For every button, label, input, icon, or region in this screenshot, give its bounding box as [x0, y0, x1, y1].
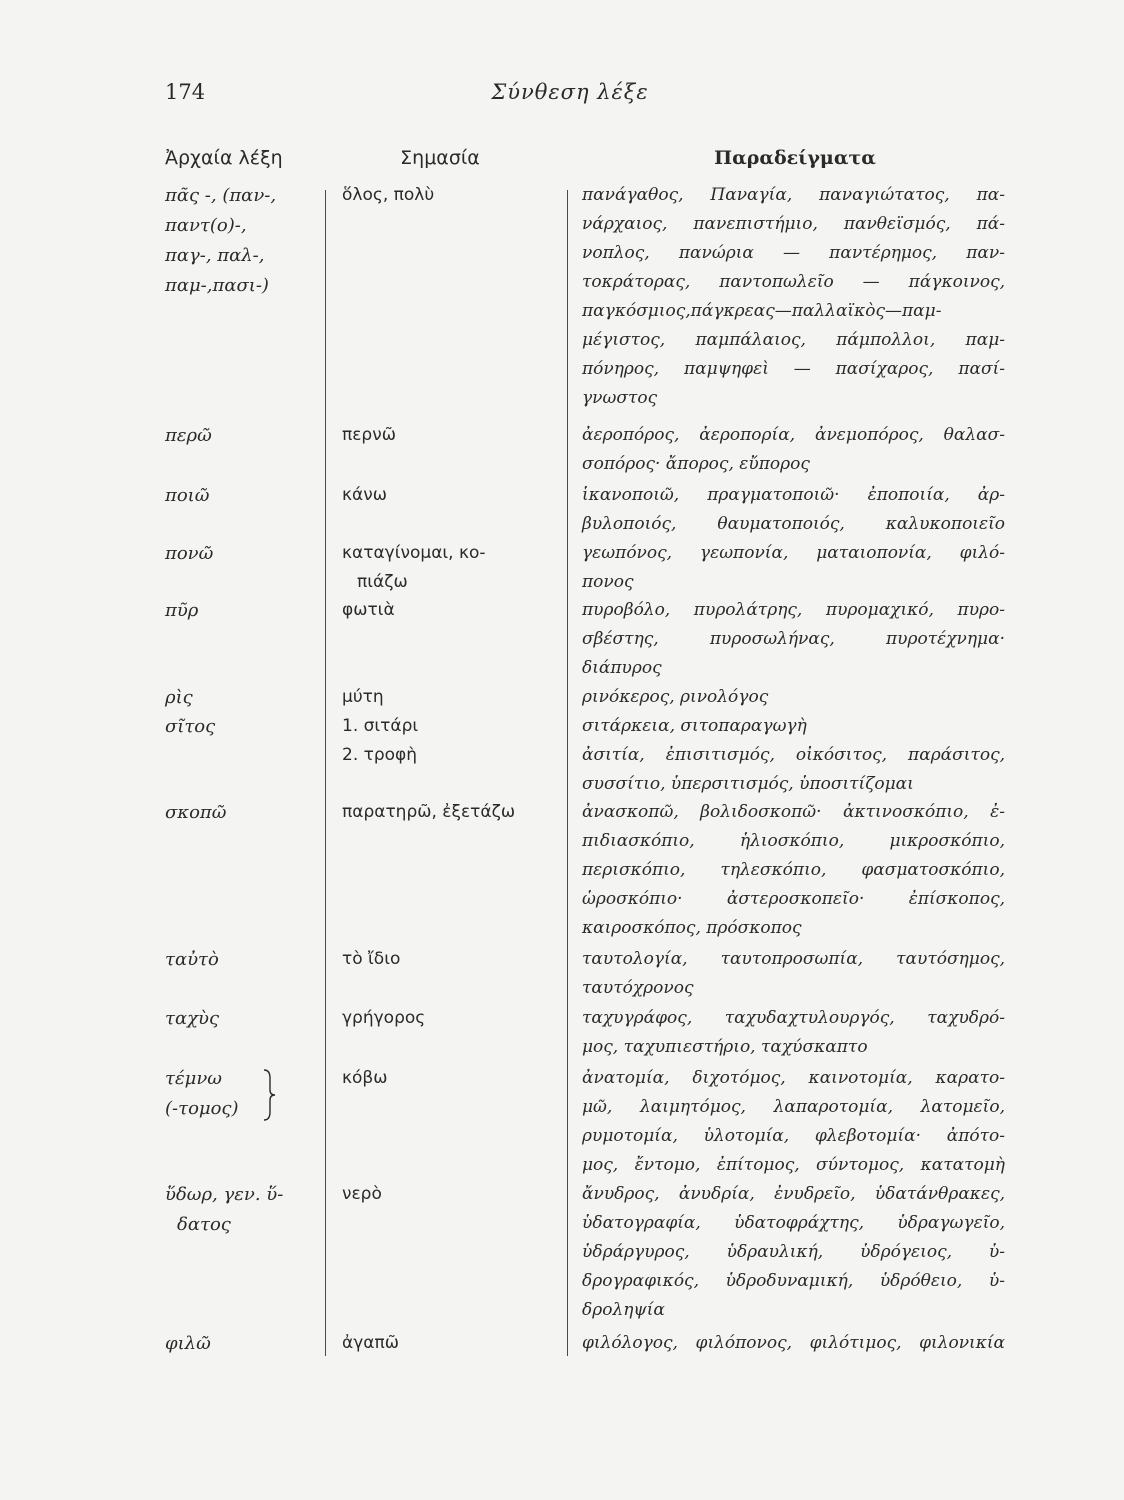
- example-line: μέγιστος, παμπάλαιος, πάμπολλοι, παμ-: [582, 330, 1005, 350]
- example-line: σοπόρος· ἄπορος, εὔπορος: [582, 454, 810, 474]
- example-line: ρινόκερος, ρινολόγος: [582, 687, 769, 707]
- ancient-word-line: τέμνω: [165, 1068, 222, 1089]
- examples-cell: [582, 1004, 1005, 1062]
- example-line: ὑδράργυρος, ὑδραυλική, ὑδρόγειος, ὑ-: [582, 1242, 1005, 1262]
- entry-row: [0, 798, 1124, 938]
- ancient-word-cell: [165, 1329, 315, 1359]
- entry-row: [0, 712, 1124, 794]
- ancient-word-cell: [165, 712, 315, 742]
- meaning-line: πιάζω: [357, 572, 408, 592]
- example-line: περισκόπιο, τηλεσκόπιο, φασματοσκόπιο,: [582, 860, 1005, 880]
- running-title: Σύνθεση λέξε: [491, 80, 649, 104]
- meaning-line: 1. σιτάρι: [342, 716, 419, 736]
- example-line: πιδιασκόπιο, ἡλιοσκόπιο, μικροσκόπιο,: [582, 831, 1005, 851]
- meaning-line: ἀγαπῶ: [342, 1333, 399, 1353]
- example-line: πανάγαθος, Παναγία, παναγιώτατος, πα-: [582, 185, 1005, 205]
- ancient-word-line: πῦρ: [165, 600, 199, 621]
- example-line: φιλόλογος, φιλόπονος, φιλότιμος, φιλονικία: [582, 1333, 1005, 1353]
- meaning-cell: [342, 539, 557, 597]
- example-line: νάρχαιος, πανεπιστήμιο, πανθεϊσμός, πά-: [582, 214, 1005, 234]
- ancient-word-line: πᾶς -, (παν-,: [165, 185, 277, 206]
- meaning-line: περνῶ: [342, 425, 396, 445]
- header-examples: Παραδείγματα: [714, 147, 876, 169]
- ancient-word-line: παμ-,πασι-): [165, 275, 269, 296]
- ancient-word-line: ὕδωρ, γεν. ὕ-: [165, 1184, 284, 1205]
- ancient-word-line: ταχὺς: [165, 1008, 220, 1029]
- examples-cell: [582, 421, 1005, 479]
- meaning-cell: [342, 481, 557, 510]
- ancient-word-cell: [165, 421, 315, 451]
- example-line: ἀνασκοπῶ, βολιδοσκοπῶ· ἀκτινοσκόπιο, ἐ-: [582, 802, 1005, 822]
- meaning-cell: [342, 945, 557, 974]
- ancient-word-line: ταὐτὸ: [165, 949, 219, 970]
- example-line: σιτάρκεια, σιτοπαραγωγὴ: [582, 716, 807, 736]
- ancient-word-line: παντ(ο)-,: [165, 215, 247, 236]
- example-line: νοπλος, πανώρια — παντέρημος, παν-: [582, 243, 1005, 263]
- ancient-word-line: δατος: [177, 1214, 231, 1235]
- example-line: γεωπόνος, γεωπονία, ματαιοπονία, φιλό-: [582, 543, 1005, 563]
- examples-cell: [582, 945, 1005, 1003]
- example-line: γνωστος: [582, 388, 658, 408]
- meaning-line: τὸ ἴδιο: [342, 949, 401, 969]
- example-line: συσσίτιο, ὑπερσιτισμός, ὑποσιτίζομαι: [582, 774, 914, 794]
- example-line: πονος: [582, 572, 634, 592]
- example-line: δρογραφικός, ὑδροδυναμική, ὑδρόθειο, ὑ-: [582, 1271, 1005, 1291]
- ancient-word-line: φιλῶ: [165, 1333, 211, 1354]
- meaning-line: μύτη: [342, 687, 384, 707]
- entry-row: [0, 421, 1124, 474]
- examples-cell: [582, 1064, 1005, 1180]
- meaning-line: γρήγορος: [342, 1008, 426, 1028]
- meaning-cell: [342, 181, 557, 210]
- meaning-line: παρατηρῶ, ἐξετάζω: [342, 802, 516, 822]
- example-line: ταυτόχρονος: [582, 978, 694, 998]
- ancient-word-line: παγ-, παλ-,: [165, 245, 265, 266]
- meaning-cell: [342, 1004, 557, 1033]
- ancient-word-cell: [165, 181, 315, 301]
- column-rule: [325, 190, 326, 1356]
- meaning-line: ὅλος, πολὺ: [342, 185, 435, 205]
- ancient-word-line: σκοπῶ: [165, 802, 227, 823]
- ancient-word-cell: [165, 481, 315, 511]
- meaning-line: 2. τροφὴ: [342, 745, 418, 765]
- example-line: σβέστης, πυροσωλήνας, πυροτέχνημα·: [582, 629, 1005, 649]
- ancient-word-cell: [165, 683, 315, 713]
- meaning-cell: [342, 1180, 557, 1209]
- ancient-word-cell: [165, 1004, 315, 1034]
- example-line: ἄνυδρος, ἀνυδρία, ἐνυδρεῖο, ὑδατάνθρακες,: [582, 1184, 1005, 1204]
- example-line: ἀνατομία, διχοτόμος, καινοτομία, καρατο-: [582, 1068, 1005, 1088]
- example-line: μος, ἔντομο, ἐπίτομος, σύντομος, κατατομὴ: [582, 1155, 1005, 1175]
- example-line: ταχυγράφος, ταχυδαχτυλουργός, ταχυδρό-: [582, 1008, 1005, 1028]
- ancient-word-cell: [165, 945, 315, 975]
- examples-cell: [582, 1180, 1005, 1325]
- example-line: πόνηρος, παμψηφεὶ — πασίχαρος, πασί-: [582, 359, 1005, 379]
- examples-cell: [582, 683, 1005, 712]
- meaning-line: κόβω: [342, 1068, 388, 1088]
- entry-row: [0, 945, 1124, 998]
- ancient-word-cell: [165, 596, 315, 626]
- entry-row: [0, 1004, 1124, 1057]
- example-line: παγκόσμιος,πάγκρεας—παλλαϊκὸς—παμ-: [582, 301, 942, 321]
- entry-row: [0, 1064, 1124, 1175]
- header-meaning: Σημασία: [400, 147, 480, 169]
- meaning-cell: [342, 798, 557, 827]
- header-ancient-word: Ἀρχαία λέξη: [165, 147, 283, 169]
- example-line: ταυτολογία, ταυτοπροσωπία, ταυτόσημος,: [582, 949, 1005, 969]
- examples-cell: [582, 481, 1005, 539]
- example-line: ὡροσκόπιο· ἀστεροσκοπεῖο· ἐπίσκοπος,: [582, 889, 1005, 909]
- example-line: ὑδατογραφία, ὑδατοφράχτης, ὑδραγωγεῖο,: [582, 1213, 1005, 1233]
- entry-row: [0, 181, 1124, 408]
- ancient-word-cell: [165, 539, 315, 569]
- ancient-word-line: ποιῶ: [165, 485, 210, 506]
- meaning-line: κάνω: [342, 485, 387, 505]
- meaning-cell: [342, 712, 557, 770]
- ancient-word-line: σῖτος: [165, 716, 216, 737]
- example-line: ἀεροπόρος, ἀεροπορία, ἀνεμοπόρος, θαλασ-: [582, 425, 1005, 445]
- brace-icon: [262, 1068, 276, 1122]
- ancient-word-line: πονῶ: [165, 543, 214, 564]
- entry-row: [0, 481, 1124, 534]
- example-line: βυλοποιός, θαυματοποιός, καλυκοποιεῖο: [582, 514, 1005, 534]
- entry-row: [0, 1329, 1124, 1354]
- ancient-word-cell: [165, 1180, 315, 1240]
- examples-cell: [582, 712, 1005, 799]
- meaning-cell: [342, 421, 557, 450]
- example-line: τοκράτορας, παντοπωλεῖο — πάγκοινος,: [582, 272, 1005, 292]
- examples-cell: [582, 596, 1005, 683]
- example-line: ἀσιτία, ἐπισιτισμός, οἰκόσιτος, παράσιτος,: [582, 745, 1005, 765]
- ancient-word-line: περῶ: [165, 425, 212, 446]
- example-line: δροληψία: [582, 1300, 665, 1320]
- meaning-cell: [342, 1329, 557, 1358]
- example-line: πυροβόλο, πυρολάτρης, πυρομαχικό, πυρο-: [582, 600, 1005, 620]
- meaning-line: νερὸ: [342, 1184, 382, 1204]
- examples-cell: [582, 798, 1005, 943]
- meaning-cell: [342, 1064, 557, 1093]
- entry-row: [0, 596, 1124, 678]
- examples-cell: [582, 181, 1005, 413]
- meaning-line: φωτιὰ: [342, 600, 395, 620]
- examples-cell: [582, 1329, 1005, 1358]
- example-line: μος, ταχυπιεστήριο, ταχύσκαπτο: [582, 1037, 868, 1057]
- ancient-word-cell: [165, 1064, 315, 1124]
- examples-cell: [582, 539, 1005, 597]
- ancient-word-line: (-τομος): [165, 1098, 239, 1119]
- meaning-cell: [342, 596, 557, 625]
- entry-row: [0, 539, 1124, 592]
- ancient-word-cell: [165, 798, 315, 828]
- column-rule: [567, 190, 568, 1356]
- example-line: διάπυρος: [582, 658, 662, 678]
- example-line: μῶ, λαιμητόμος, λαπαροτομία, λατομεῖο,: [582, 1097, 1005, 1117]
- example-line: καιροσκόπος, πρόσκοπος: [582, 918, 802, 938]
- meaning-cell: [342, 683, 557, 712]
- example-line: ἱκανοποιῶ, πραγματοποιῶ· ἐποποιία, ἀρ-: [582, 485, 1005, 505]
- page-number: 174: [165, 80, 206, 104]
- example-line: ρυμοτομία, ὑλοτομία, φλεβοτομία· ἀπότο-: [582, 1126, 1005, 1146]
- entry-row: [0, 1180, 1124, 1320]
- meaning-line: καταγίνομαι, κο-: [342, 543, 486, 563]
- ancient-word-line: ρὶς: [165, 687, 193, 708]
- entry-row: [0, 683, 1124, 708]
